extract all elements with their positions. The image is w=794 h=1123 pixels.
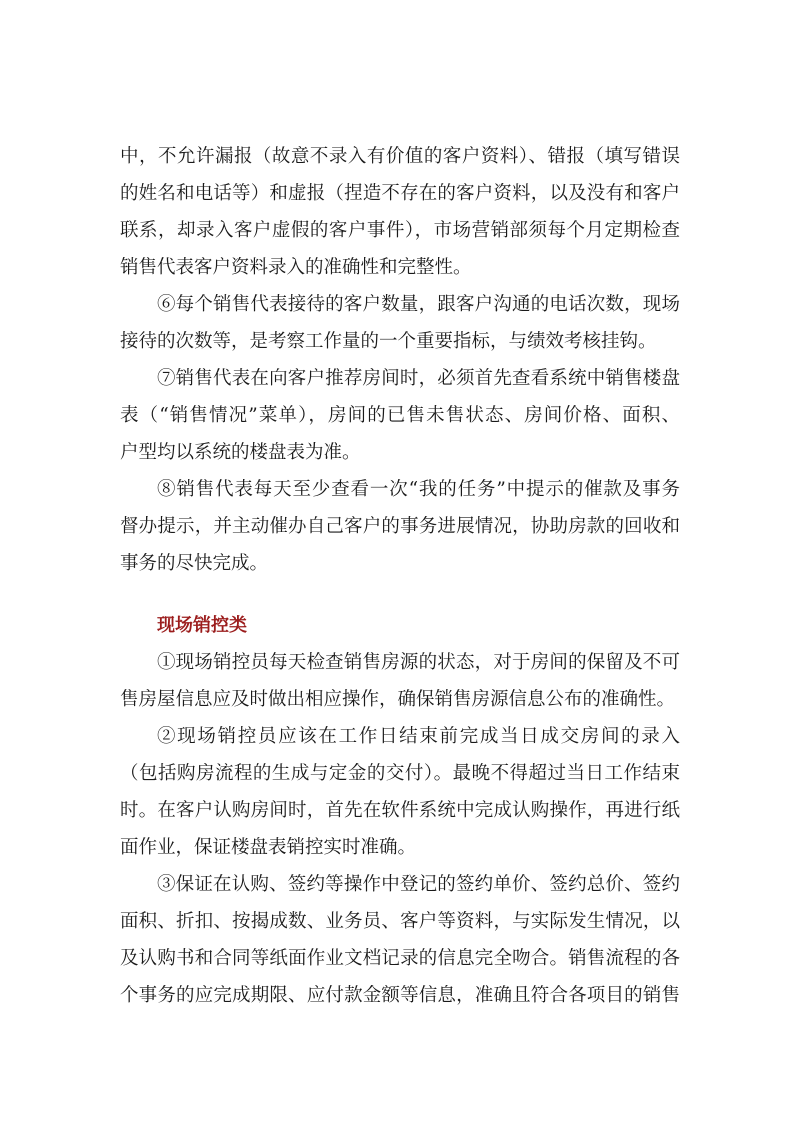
item-7-line: ⑦销售代表在向客户推荐房间时，必须首先查看系统中销售楼盘 xyxy=(157,368,680,389)
item-6-line: 接待的次数等，是考察工作量的一个重要指标，与绩效考核挂钩。 xyxy=(120,331,657,352)
paragraph-line: 销售代表客户资料录入的准确性和完整性。 xyxy=(120,257,472,278)
item-2-line: （包括购房流程的生成与定金的交付）。最晚不得超过当日工作结束 xyxy=(120,763,680,784)
item-2-line: ②现场销控员应该在工作日结束前完成当日成交房间的录入 xyxy=(157,726,680,747)
item-7-line: 户型均以系统的楼盘表为准。 xyxy=(120,442,361,463)
item-3-line: 及认购书和合同等纸面作业文档记录的信息完全吻合。销售流程的各 xyxy=(120,948,680,969)
item-3-line: 面积、折扣、按揭成数、业务员、客户等资料，与实际发生情况，以 xyxy=(120,911,680,932)
item-6-line: ⑥每个销售代表接待的客户数量，跟客户沟通的电话次数，现场 xyxy=(157,294,680,315)
item-8-line: ⑧销售代表每天至少查看一次“我的任务”中提示的催款及事务 xyxy=(157,479,680,500)
paragraph-line: 中，不允许漏报（故意不录入有价值的客户资料）、错报（填写错误 xyxy=(120,146,680,167)
item-7-line: 表（“销售情况”菜单），房间的已售未售状态、房间价格、面积、 xyxy=(120,405,680,426)
item-8-line: 督办提示，并主动催办自己客户的事务进展情况，协助房款的回收和 xyxy=(120,516,680,537)
item-1-line: 售房屋信息应及时做出相应操作，确保销售房源信息公布的准确性。 xyxy=(120,689,676,710)
item-2-line: 面作业，保证楼盘表销控实时准确。 xyxy=(120,837,417,858)
item-1-line: ①现场销控员每天检查销售房源的状态，对于房间的保留及不可 xyxy=(157,652,680,673)
item-8-line: 事务的尽快完成。 xyxy=(120,553,269,574)
item-2-line: 时。在客户认购房间时，首先在软件系统中完成认购操作，再进行纸 xyxy=(120,800,680,821)
paragraph-line: 联系，却录入客户虚假的客户事件），市场营销部须每个月定期检查 xyxy=(120,220,680,241)
item-3-line: 个事务的应完成期限、应付款金额等信息，准确且符合各项目的销售 xyxy=(120,985,680,1006)
item-3-line: ③保证在认购、签约等操作中登记的签约单价、签约总价、签约 xyxy=(157,874,680,895)
paragraph-line: 的姓名和电话等）和虚报（捏造不存在的客户资料，以及没有和客户 xyxy=(120,183,680,204)
section-heading: 现场销控类 xyxy=(157,615,247,636)
